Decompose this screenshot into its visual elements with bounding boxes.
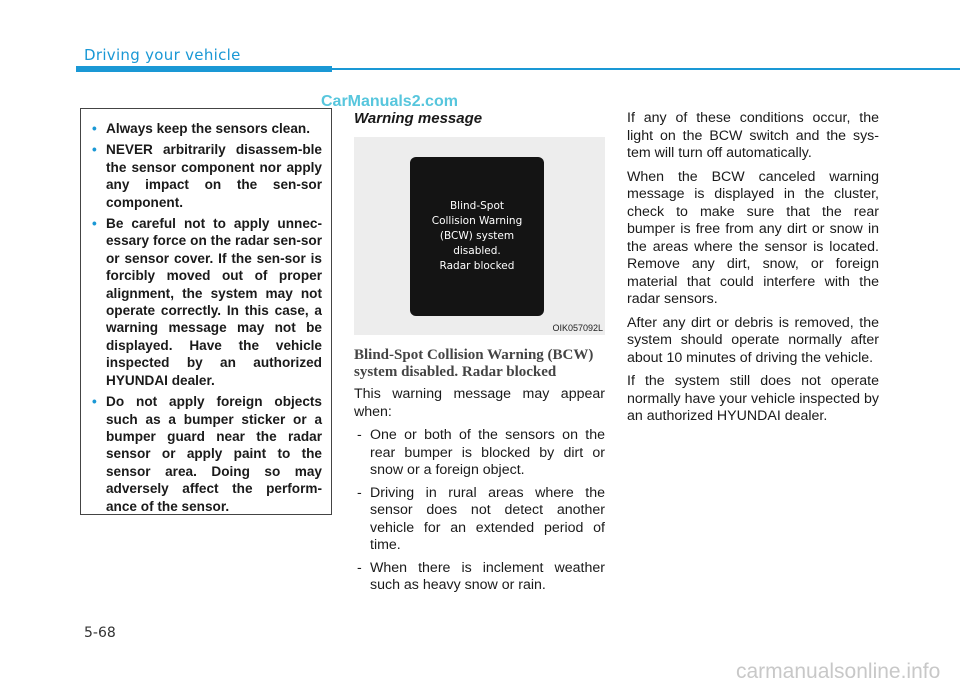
condition-item [354, 560, 605, 595]
bullet-dot-icon: • [92, 121, 97, 136]
middle-column [354, 110, 605, 600]
bullet-dot-icon: • [92, 394, 97, 410]
paragraph: When the BCW canceled warning message is displayed in the cluster, check to make sure that the rear bumper is free from any dirt or snow in the areas where the sensor is located. Remove any dirt, snow, or foreign material that could interfere with the radar sensors. [627, 168, 879, 307]
condition-text: When there is inclement weather such as heavy snow or rain. [370, 559, 605, 593]
condition-item [354, 427, 605, 480]
caution-text: Be careful not to apply unnec-essary force on the radar sen-sor or sensor cover. If the sen-sor is forcibly moved out of proper alignment, the system may not operate correctly. In this case, a warning message may not be displayed. Have the vehicle inspected by an authorized HYUNDAI dealer. [106, 216, 322, 388]
caution-bullet [90, 120, 322, 137]
caution-bullet [90, 141, 322, 211]
caution-text: Do not apply foreign objects such as a bumper sticker or a bumper guard near the radar sensor or apply paint to the sensor area. Doing so may adversely affect the perform-ance of the sensor. [106, 394, 322, 514]
caution-bullet [90, 393, 322, 515]
paragraph: If the system still does not operate normally have your vehicle inspected by an authorized HYUNDAI dealer. [627, 373, 879, 424]
condition-text: One or both of the sensors on the rear bumper is blocked by dirt or snow or a foreign object. [370, 427, 605, 478]
header-rule-thin [332, 68, 960, 70]
image-code: OIK057092L [552, 323, 603, 333]
bcw-disabled-subheading: Blind-Spot Collision Warning (BCW) system disabled. Radar blocked [354, 347, 594, 380]
paragraph: If any of these conditions occur, the light on the BCW switch and the sys-tem will turn off automatically. [627, 110, 879, 161]
caution-text: NEVER arbitrarily disassem-ble the sensor component nor apply any impact on the sen-sor component. [106, 142, 322, 210]
dash-marker: - [357, 484, 362, 501]
dash-marker: - [357, 559, 362, 576]
caution-text: Always keep the sensors clean. [106, 121, 311, 136]
section-title: Driving your vehicle [84, 46, 241, 64]
intro-text: This warning message may appear when: [354, 386, 605, 420]
paragraph: After any dirt or debris is removed, the system should operate normally after about 10 minutes of driving the vehicle. [627, 314, 879, 366]
caution-box [80, 108, 332, 515]
condition-text: Driving in rural areas where the sensor does not detect another vehicle for an extended period of time. [370, 484, 605, 553]
watermark-top: CarManuals2.com [321, 93, 458, 110]
warning-message-heading: Warning message [354, 110, 483, 127]
bullet-dot-icon: • [92, 142, 97, 158]
right-column [627, 110, 879, 432]
bullet-dot-icon: • [92, 216, 97, 232]
header-rule-thick [76, 66, 332, 72]
condition-item [354, 485, 605, 555]
cluster-lcd-message: Blind-Spot Collision Warning (BCW) system disabled. Radar blocked [410, 157, 544, 316]
page-number: 5-68 [84, 625, 116, 641]
caution-bullet [90, 215, 322, 389]
dash-marker: - [357, 427, 362, 443]
footer-watermark: carmanualsonline.info [736, 660, 941, 683]
cluster-display-image [354, 137, 605, 335]
